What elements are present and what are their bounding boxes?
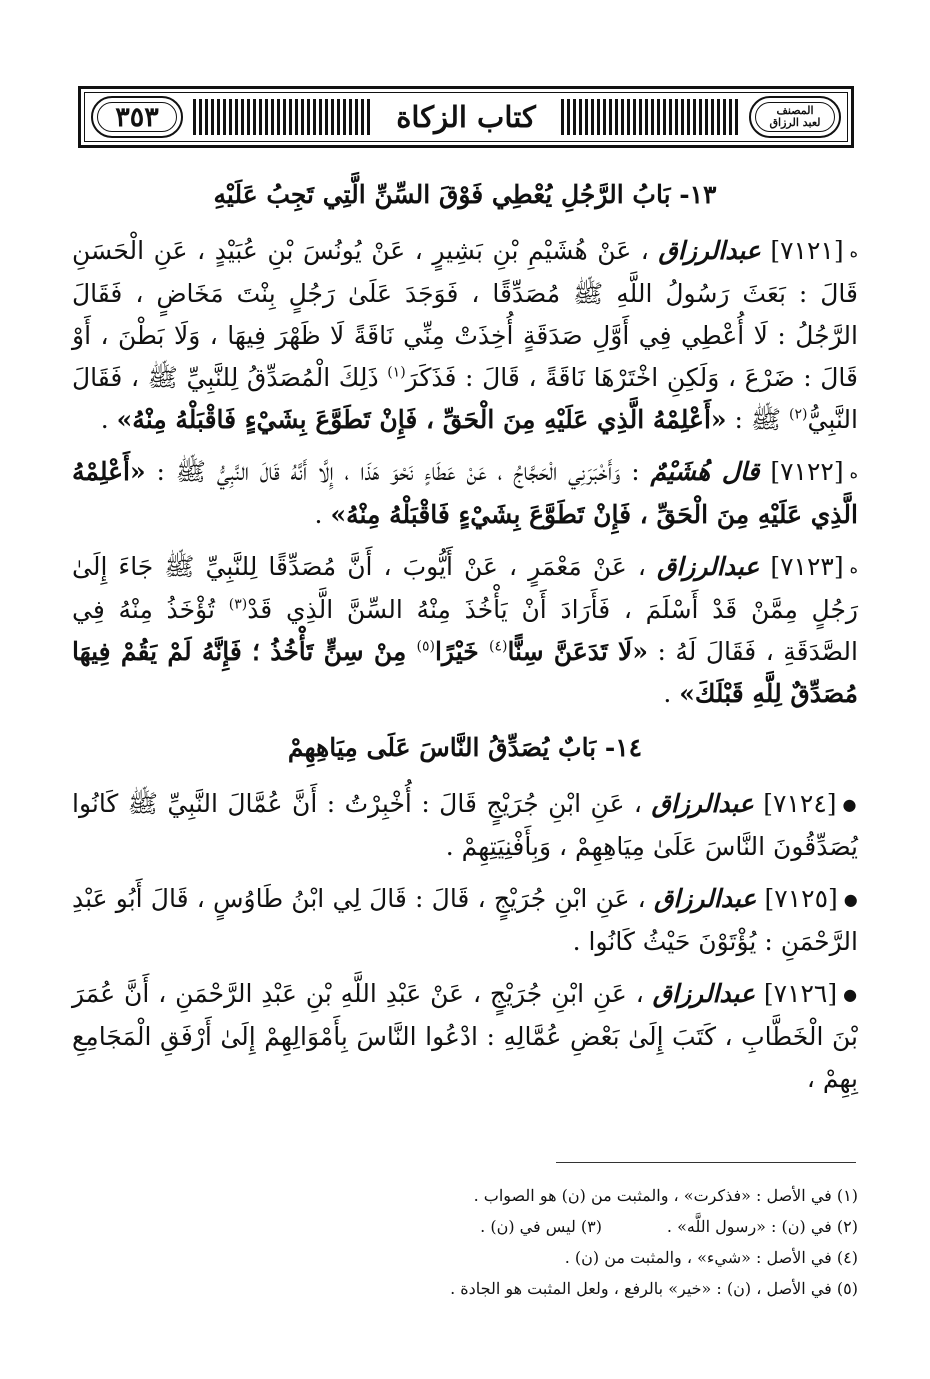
- footnote-ref: (٥): [416, 638, 435, 655]
- hadith-7123: [72, 546, 858, 715]
- header-ornament-right: [543, 99, 739, 135]
- narrator: عبدالرزاق: [658, 236, 761, 265]
- hadith-7126: [72, 973, 858, 1100]
- running-header: [78, 86, 854, 148]
- narrator: عبدالرزاق: [652, 979, 755, 1008]
- hadith-text: .: [663, 679, 680, 708]
- page-number: ٣٥٣: [115, 101, 159, 133]
- footnote-3: (٣) ليس في (ن) .: [480, 1217, 602, 1236]
- footnote-ref: (٢): [789, 406, 808, 423]
- hadith-text: تُؤْخَذُ مِنْهُ فِي الصَّدَقَةِ ، فَقَالَ لَهُ :: [72, 595, 858, 666]
- hadith-text: ، عَنِ ابْنِ جُرَيْجٍ قَالَ : أُخْبِرْتُ : أَنَّ عُمَّالَ النَّبِيِّ ﷺ كَانُوا يُصَدِّقُونَ النَّاسَ عَلَىٰ مِيَاهِهِمْ ، وَبِأَفْنِيَتِهِمْ .: [72, 789, 858, 861]
- chapter-heading-13: ١٣- بَابُ الرَّجُلِ يُعْطِي فَوْقَ السِّنِّ الَّتِي تَجِبُ عَلَيْهِ: [213, 180, 717, 209]
- footnote-ref: (٣): [228, 596, 248, 613]
- footnote-ref: (٤): [488, 638, 508, 655]
- hadith-7122: [72, 451, 858, 536]
- page-number-cartouche: [91, 96, 183, 138]
- hadith-number: [٧١٢٥]: [764, 884, 838, 913]
- chapter-heading-14: ١٤- بَابٌ يُصَدِّقُ النَّاسَ عَلَى مِيَاهِهِمْ: [287, 733, 643, 762]
- narrator: عبدالرزاق: [653, 884, 757, 913]
- hadith-number: [٧١٢٢]: [770, 457, 844, 486]
- prophetic-saying: مِنْ سِنٍّ تَأْخُذُ ؛ فَإِنَّهُ لَمْ يَقُمْ فِيهَا مُصَدِّقٌ لِلَّهِ قَبْلَكَ»: [72, 637, 858, 708]
- narrator: عبدالرزاق: [656, 552, 760, 581]
- hadith-text: ، عَنِ ابْنِ جُرَيْجٍ ، عَنْ عَبْدِ اللَّهِ بْنِ عَبْدِ الرَّحْمَنِ ، أَنَّ عُمَرَ بْنَ الْخَطَّابِ ، كَتَبَ إِلَىٰ بَعْضِ عُمَّالِهِ : ادْعُوا النَّاسَ بِأَمْوَالِهِمْ إِلَىٰ أَرْفَقِ الْمَجَامِعِ بِهِمْ ،: [72, 979, 858, 1093]
- prophetic-saying: «أَعْلِمْهُ الَّذِي عَلَيْهِ مِنَ الْحَقِّ ، فَإِنْ تَطَوَّعَ بِشَيْءٍ فَاقْبَلْهُ مِنْهُ»: [72, 457, 858, 529]
- hadith-number: [٧١٢١]: [770, 236, 844, 265]
- hadith-number: [٧١٢٦]: [763, 979, 838, 1008]
- hadith-number: [٧١٢٣]: [770, 552, 844, 581]
- hadith-text: ، عَنْ هُشَيْمِ بْنِ بَشِيرٍ ، عَنْ يُونُسَ بْنِ عُبَيْدٍ ، عَنِ الْحَسَنِ قَالَ : بَعَثَ رَسُولُ اللَّهِ ﷺ مُصَدِّقًا ، فَوَجَدَ عَلَىٰ رَجُلٍ بِنْتَ مَخَاضٍ ، فَقَالَ الرَّجُلُ : لَا أُعْطِي فِي أَوَّلِ صَدَقَةٍ أُخِذَتْ مِنِّي نَاقَةً لَا ظَهْرَ فِيهَا ، وَلَا بَطْنَ ، أَوْ قَالَ : ضَرْعَ ، وَلَكِنِ اخْتَرْهَا نَاقَةً ، قَالَ : فَذَكَرَ: [72, 236, 858, 392]
- publisher-seal: [749, 96, 841, 138]
- hadith-text: ، عَنِ ابْنِ جُرَيْجٍ ، قَالَ : قَالَ لِي ابْنُ طَاوُسٍ ، قَالَ أَبُو عَبْدِ الرَّحْمَنِ : يُؤْتَوْنَ حَيْثُ كَانُوا .: [72, 884, 858, 956]
- footnote-5: (٥) في الأصل ، (ن) : «خير» بالرفع ، ولعل المثبت هو الجادة .: [450, 1279, 858, 1298]
- prophetic-saying: «لَا تَدَعَنَّ سِنًّا: [507, 637, 648, 666]
- hadith-text: : وَأَخْبَرَنِي الْحَجَّاجُ ، عَنْ عَطَاءٍ نَحْوَ هَذَا ، إِلَّا أَنَّهُ قَالَ النَّبِيُّ ﷺ :: [145, 457, 651, 486]
- hadith-text: ﷺ :: [726, 405, 790, 434]
- seal-line-1: المصنف: [776, 104, 814, 118]
- hadith-number: [٧١٢٤]: [763, 789, 837, 818]
- hadith-text: .: [100, 405, 117, 434]
- prophetic-saying: «أَعْلِمْهُ الَّذِي عَلَيْهِ مِنَ الْحَقِّ ، فَإِنْ تَطَوَّعَ بِشَيْءٍ فَاقْبَلْهُ مِنْهُ»: [116, 405, 727, 434]
- footnote-row: [72, 1211, 858, 1242]
- hadith-marker: ●: [843, 890, 858, 909]
- footnote-2: (٢) في (ن) : «رسول اللَّه» .: [666, 1217, 858, 1236]
- hadith-marker: ه: [849, 463, 858, 482]
- book-title: كتاب الزكاة: [372, 94, 560, 140]
- footnote-4: (٤) في الأصل : «شيء» ، والمثبت من (ن) .: [564, 1248, 858, 1267]
- footnote-divider: [556, 1162, 856, 1163]
- header-ornament-left: [193, 99, 389, 135]
- hadith-marker: ه: [849, 558, 858, 577]
- hadith-7121: [72, 230, 858, 441]
- prophetic-saying: خَيْرًا: [434, 637, 489, 666]
- narrator: عبدالرزاق: [651, 789, 754, 818]
- hadith-text: ، عَنْ مَعْمَرٍ ، عَنْ أَيُّوبَ ، أَنَّ مُصَدِّقًا لِلنَّبِيِّ ﷺ جَاءَ إِلَىٰ رَجُلٍ مِمَّنْ قَدْ أَسْلَمَ ، فَأَرَادَ أَنْ يَأْخُذَ مِنْهُ السِّنَّ الَّذِي قَدْ: [72, 552, 859, 624]
- seal-line-2: لعبد الرزاق: [769, 116, 821, 129]
- footnote-1: (١) في الأصل : «فذكرت» ، والمثبت من (ن) هو الصواب .: [473, 1186, 858, 1205]
- hadith-text: .: [314, 500, 331, 529]
- hadith-7125: [72, 878, 858, 963]
- hadith-marker: ●: [843, 985, 859, 1004]
- narrator: قال هُشَيْمٌ: [650, 457, 760, 486]
- main-text: [72, 170, 858, 1100]
- hadith-marker: ه: [849, 242, 858, 261]
- footnote-ref: (١): [387, 364, 406, 381]
- hadith-7124: [72, 783, 858, 868]
- hadith-marker: ●: [842, 795, 858, 814]
- footnotes: [72, 1180, 858, 1304]
- hadith-text: ذَلِكَ الْمُصَدِّقُ لِلنَّبِيِّ ﷺ ، فَقَالَ النَّبِيُّ: [72, 363, 858, 434]
